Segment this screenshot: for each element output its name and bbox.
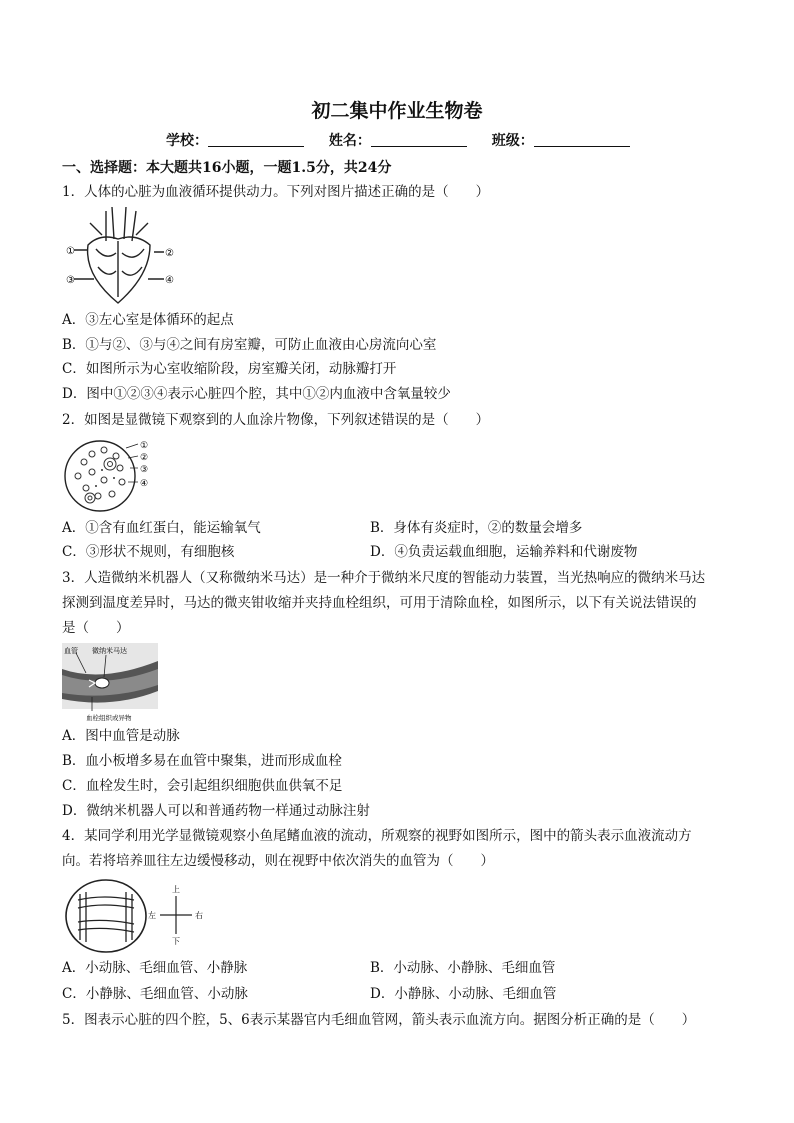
q2-fig-label-2: ②	[140, 453, 149, 463]
q2-stem: 2．如图是显微镜下观察到的人血涂片物像，下列叙述错误的是（ ）	[62, 412, 490, 428]
q3-option-a[interactable]: A．图中血管是动脉	[62, 728, 180, 744]
q1-option-a[interactable]: A．③左心室是体循环的起点	[62, 312, 234, 328]
q1-stem: 1．人体的心脏为血液循环提供动力。下列对图片描述正确的是（ ）	[62, 184, 490, 200]
q5-stem: 5．图表示心脏的四个腔，5、6表示某器官内毛细血管网，箭头表示血流方向。据图分析正确的是（ ）	[62, 1012, 696, 1028]
q4-option-b[interactable]: B．小动脉、小静脉、毛细血管	[370, 960, 556, 976]
q2-fig-label-3: ③	[140, 465, 149, 475]
page-title: 初二集中作业生物卷	[311, 100, 483, 122]
nanorobot-diagram	[62, 643, 158, 723]
school-label: 学校：	[166, 133, 208, 149]
q4-fig-label-left: 左	[148, 911, 156, 920]
q4-fig-label-right: 右	[195, 911, 203, 920]
q4-option-a[interactable]: A．小动脉、毛细血管、小静脉	[62, 960, 248, 976]
q4-fig-label-up: 上	[172, 885, 180, 894]
q1-fig-label-2: ②	[165, 248, 174, 259]
blood-smear-diagram	[64, 434, 154, 518]
q4-option-c[interactable]: C．小静脉、毛细血管、小动脉	[62, 986, 248, 1002]
section-heading: 一、选择题：本大题共16小题，一题1.5分，共24分	[62, 160, 392, 176]
q3-option-b[interactable]: B．血小板增多易在血管中聚集，进而形成血栓	[62, 753, 342, 769]
q1-option-b[interactable]: B．①与②、③与④之间有房室瓣，可防止血液由心房流向心室	[62, 337, 437, 353]
q3-fig-label-motor: 微纳米马达	[92, 647, 127, 655]
q1-option-d[interactable]: D．图中①②③④表示心脏四个腔，其中①②内血液中含氧量较少	[62, 386, 451, 402]
q3-stem-line-2: 探测到温度差异时，马达的微夹钳收缩并夹持血栓组织，可用于清除血栓，如图所示，以下有关说法错误的	[62, 595, 697, 611]
q4-stem-line-2: 向。若将培养皿往左边缓慢移动，则在视野中依次消失的血管为（ ）	[62, 853, 494, 869]
q3-fig-label-vessel: 血管	[64, 647, 78, 655]
fish-tail-vessel-diagram	[64, 878, 214, 954]
q3-stem-line-3: 是（ ）	[62, 620, 130, 636]
q2-option-c[interactable]: C．③形状不规则，有细胞核	[62, 544, 235, 560]
q3-fig-label-clot: 血栓组织或异物	[86, 714, 132, 722]
heart-diagram	[66, 205, 176, 307]
q3-option-c[interactable]: C．血栓发生时，会引起组织细胞供血供氧不足	[62, 778, 343, 794]
name-blank[interactable]	[371, 132, 467, 147]
q1-fig-label-4: ④	[165, 275, 174, 286]
q1-option-c[interactable]: C．如图所示为心室收缩阶段，房室瓣关闭，动脉瓣打开	[62, 361, 397, 377]
school-blank[interactable]	[208, 132, 304, 147]
q4-option-d[interactable]: D．小静脉、小动脉、毛细血管	[370, 986, 557, 1002]
q2-fig-label-4: ④	[140, 479, 149, 489]
class-blank[interactable]	[534, 132, 630, 147]
name-label: 姓名：	[328, 133, 371, 149]
q4-fig-label-down: 下	[172, 937, 180, 946]
student-info-line	[166, 130, 650, 150]
q3-stem-line-1: 3．人造微纳米机器人（又称微纳米马达）是一种介于微纳米尺度的智能动力装置，当光热响应的微纳米马达	[62, 570, 706, 586]
q2-option-a[interactable]: A．①含有血红蛋白，能运输氧气	[62, 520, 261, 536]
q3-option-d[interactable]: D．微纳米机器人可以和普通药物一样通过动脉注射	[62, 803, 370, 819]
q4-stem-line-1: 4．某同学利用光学显微镜观察小鱼尾鳍血液的流动，所观察的视野如图所示，图中的箭头表示血液流动方	[62, 828, 692, 844]
q2-fig-label-1: ①	[140, 441, 149, 451]
class-label: 班级：	[491, 133, 534, 149]
q1-fig-label-1: ①	[66, 246, 75, 257]
q2-option-d[interactable]: D．④负责运载血细胞，运输养料和代谢废物	[370, 544, 638, 560]
q1-fig-label-3: ③	[66, 275, 75, 286]
q2-option-b[interactable]: B．身体有炎症时，②的数量会增多	[370, 520, 583, 536]
